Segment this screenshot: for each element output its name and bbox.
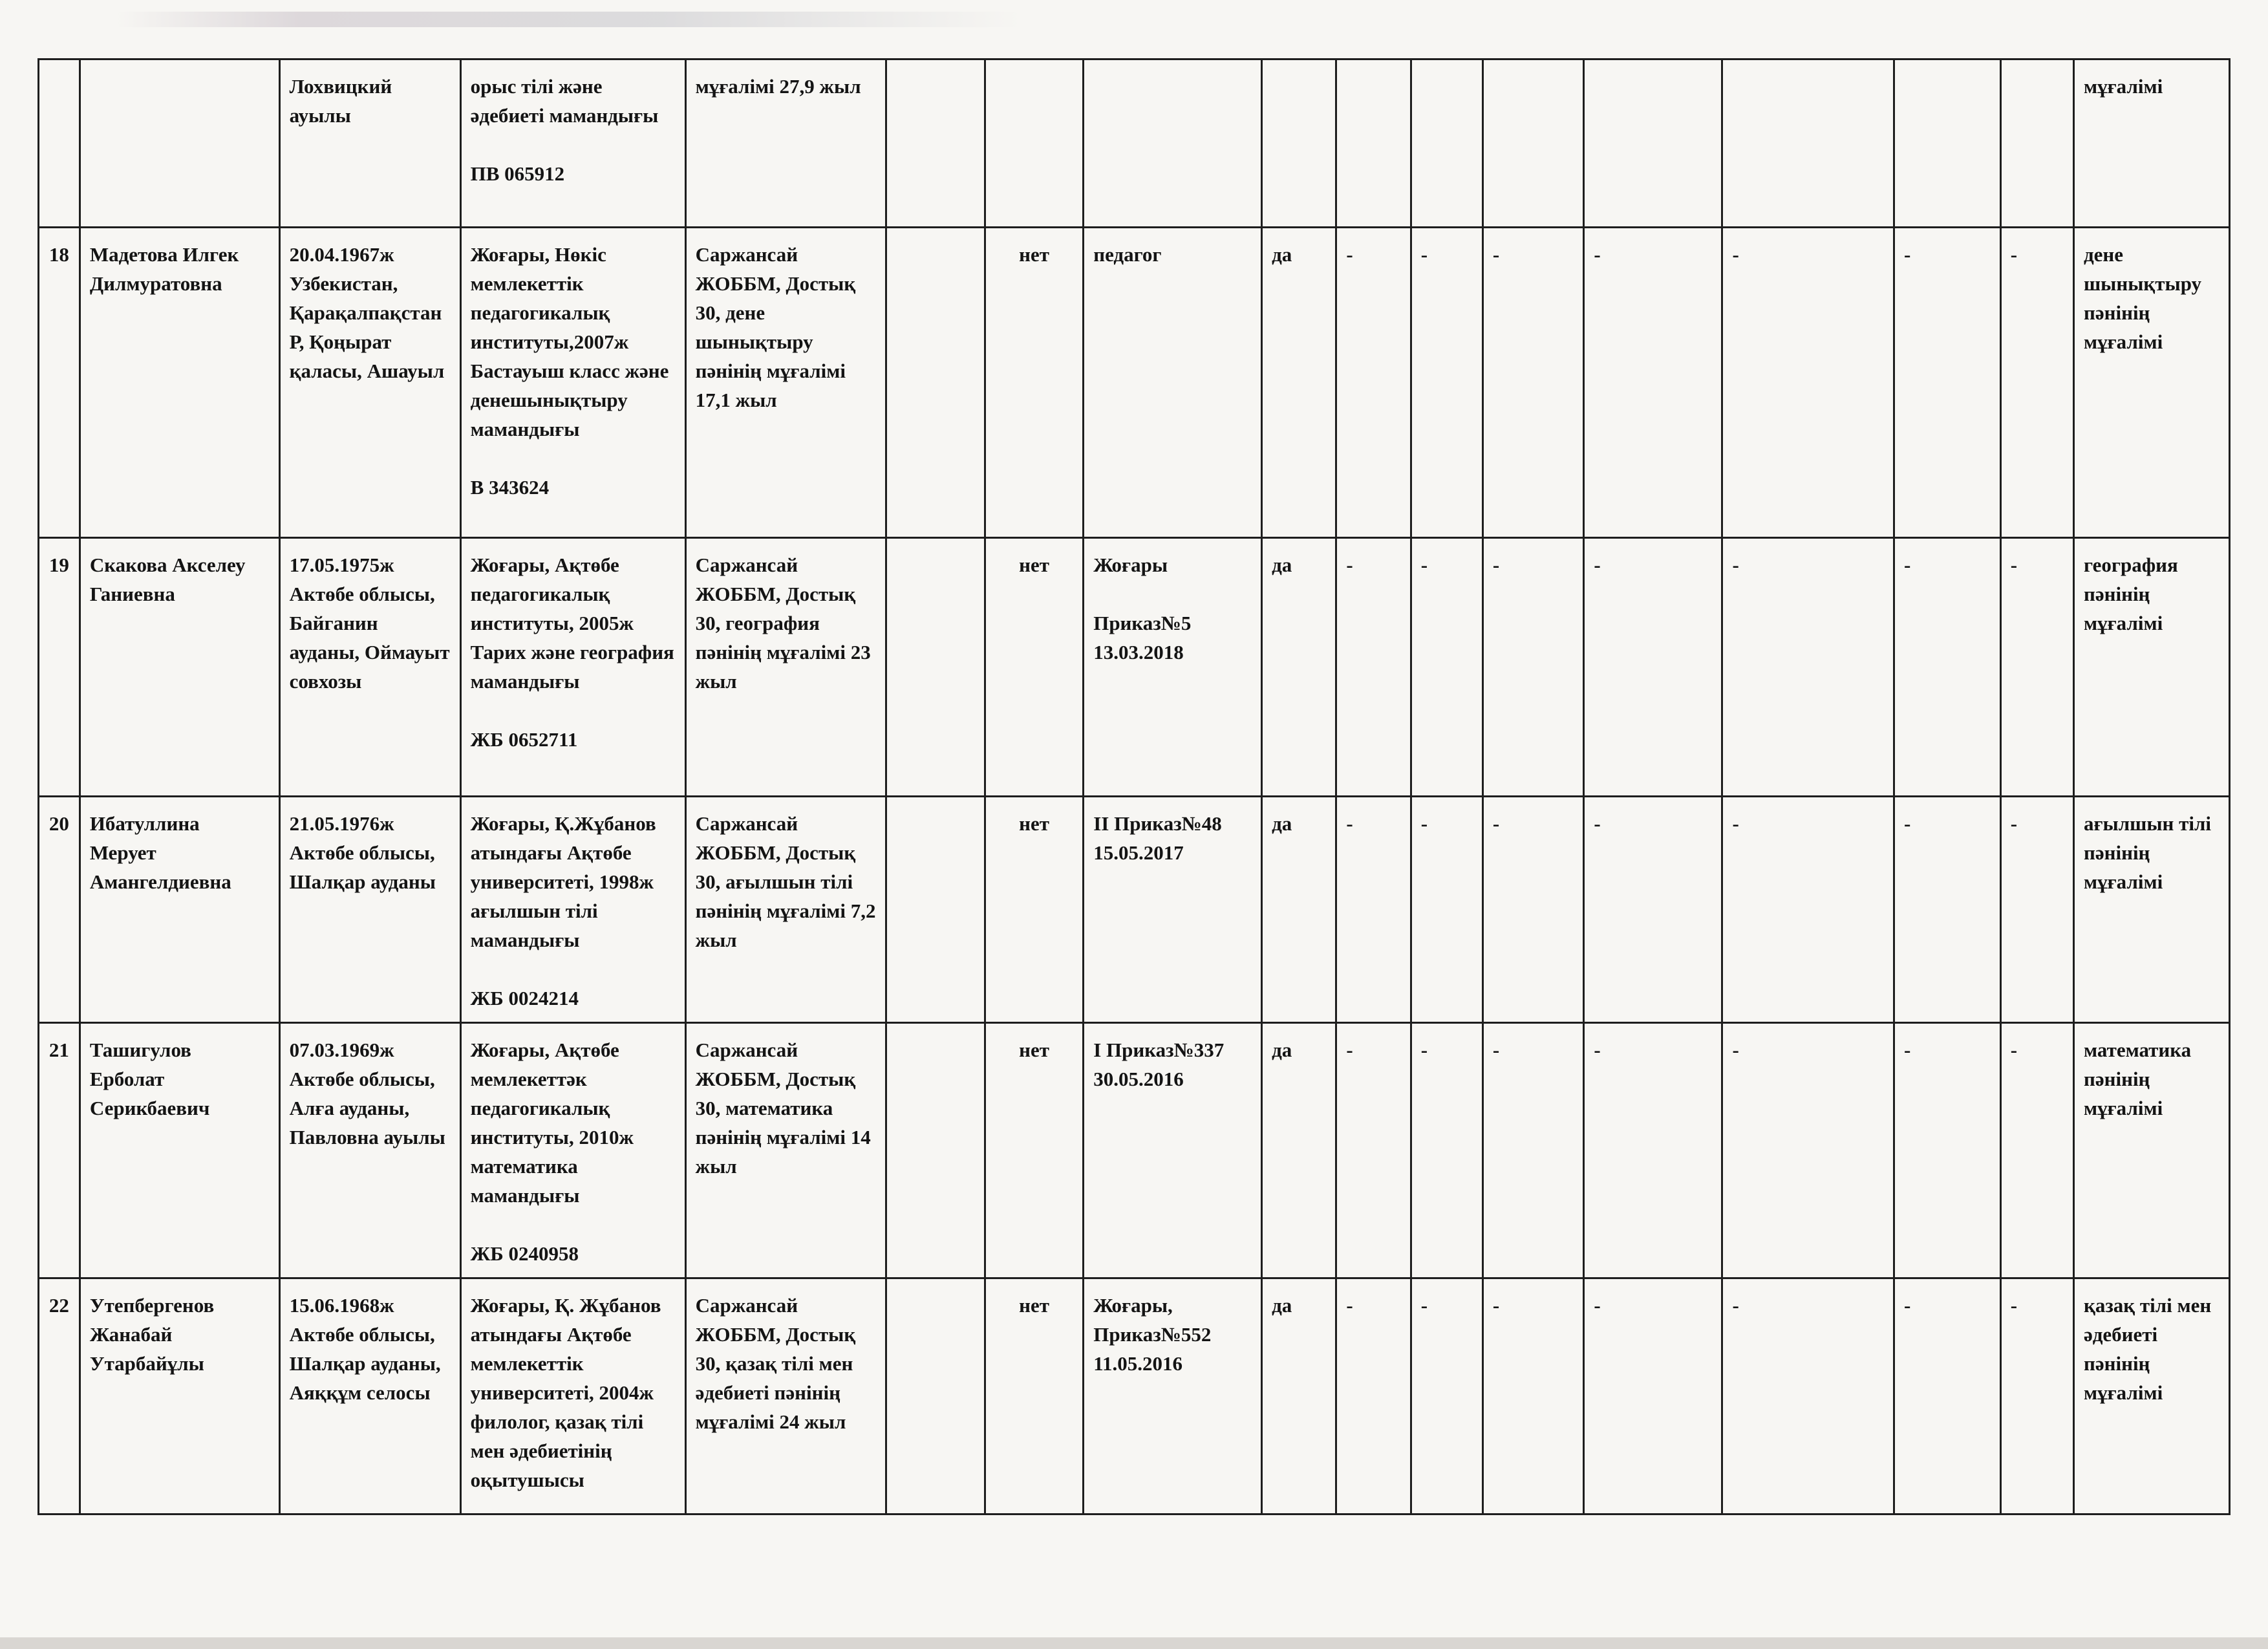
dash-cell: - (1336, 1278, 1411, 1514)
position: қазақ тілі мен әдебиеті пәнінің мұғалімі (2073, 1278, 2229, 1514)
dash-cell: - (1336, 538, 1411, 797)
status-cell (985, 59, 1083, 228)
order-text: Приказ№5 13.03.2018 (1093, 612, 1192, 663)
workplace-experience: Саржансай ЖОББМ, Достық 30, математика пәнінің мұғалімі 14 жыл (685, 1023, 886, 1278)
education-text: Жоғары, Қ.Жұбанов атындағы Ақтөбе университеті, 1998ж ағылшын тілі мамандығы (470, 812, 656, 951)
spacer (471, 1210, 676, 1239)
category-text: педагог (1093, 243, 1162, 266)
row-number: 19 (39, 538, 80, 797)
dash-cell: - (1894, 797, 2001, 1023)
birth-date-place: 21.05.1976ж Актөбе облысы, Шалқар ауданы (279, 797, 460, 1023)
full-name: Ибатуллина Мерует Амангелдиевна (80, 797, 279, 1023)
dash-cell: - (1336, 228, 1411, 538)
diploma-number: ЖБ 0652711 (470, 728, 578, 751)
education-text: Жоғары, Нөкіс мемлекеттік педагогикалық институты,2007ж Бастауыш класс және денешынықтыру мамандығы (470, 243, 669, 440)
spacer (471, 954, 676, 984)
birth-date-place: 20.04.1967ж Узбекистан, Қарақалпақстан Р, Қоңырат қаласы, Ашауыл (279, 228, 460, 538)
status-cell: нет (985, 538, 1083, 797)
education (460, 538, 685, 797)
category-text: I Приказ№337 30.05.2016 (1093, 1039, 1225, 1090)
row-number (39, 59, 80, 228)
spacer (471, 130, 676, 159)
position: мұғалімі (2073, 59, 2229, 228)
dash-cell (1722, 59, 1894, 228)
dash-cell: - (2000, 538, 2073, 797)
workplace-experience: Саржансай ЖОББМ, Достық 30, қазақ тілі мен әдебиеті пәнінің мұғалімі 24 жыл (685, 1278, 886, 1514)
yes-cell: да (1262, 1278, 1336, 1514)
education (460, 1278, 685, 1514)
dash-cell: - (1894, 228, 2001, 538)
dash-cell: - (1894, 1278, 2001, 1514)
table-row (39, 1278, 2230, 1514)
category-order (1084, 228, 1262, 538)
row-number: 22 (39, 1278, 80, 1514)
full-name: Ташигулов Ерболат Серикбаевич (80, 1023, 279, 1278)
education (460, 1023, 685, 1278)
birth-date-place: Лохвицкий ауылы (279, 59, 460, 228)
dash-cell (1336, 59, 1411, 228)
dash-cell: - (1722, 1278, 1894, 1514)
yes-cell: да (1262, 1023, 1336, 1278)
status-cell: нет (985, 1278, 1083, 1514)
dash-cell: - (1894, 1023, 2001, 1278)
dash-cell: - (1336, 1023, 1411, 1278)
empty-cell (886, 538, 985, 797)
dash-cell: - (2000, 228, 2073, 538)
dash-cell (1584, 59, 1722, 228)
empty-cell (886, 1278, 985, 1514)
dash-cell: - (1336, 797, 1411, 1023)
category-text: Жоғары (1093, 554, 1168, 576)
dash-cell (1894, 59, 2001, 228)
table-row (39, 538, 2230, 797)
scan-artifact-bottom (0, 1637, 2268, 1649)
dash-cell: - (1584, 538, 1722, 797)
scan-artifact-top (116, 12, 1022, 27)
yes-cell: да (1262, 538, 1336, 797)
full-name: Мадетова Илгек Дилмуратовна (80, 228, 279, 538)
staff-register-table (37, 58, 2231, 1515)
diploma-number: В 343624 (470, 476, 550, 499)
category-order (1084, 797, 1262, 1023)
spacer (471, 696, 676, 725)
diploma-number: ПВ 065912 (470, 162, 565, 185)
yes-cell: да (1262, 797, 1336, 1023)
dash-cell: - (1584, 1023, 1722, 1278)
dash-cell (1482, 59, 1583, 228)
education (460, 797, 685, 1023)
table-row (39, 797, 2230, 1023)
category-order (1084, 59, 1262, 228)
position: география пәнінің мұғалімі (2073, 538, 2229, 797)
birth-date-place: 15.06.1968ж Актөбе облысы, Шалқар ауданы, Аяққұм селосы (279, 1278, 460, 1514)
dash-cell: - (1411, 538, 1482, 797)
education-text: Жоғары, Ақтөбе мемлекеттәк педагогикалық институты, 2010ж математика мамандығы (470, 1039, 634, 1207)
category-order (1084, 1023, 1262, 1278)
birth-date-place: 07.03.1969ж Актөбе облысы, Алға ауданы, Павловна ауылы (279, 1023, 460, 1278)
empty-cell (886, 797, 985, 1023)
dash-cell: - (2000, 1278, 2073, 1514)
education (460, 59, 685, 228)
birth-date-place: 17.05.1975ж Актөбе облысы, Байганин ауданы, Оймауыт совхозы (279, 538, 460, 797)
workplace-experience: мұғалімі 27,9 жыл (685, 59, 886, 228)
full-name: Утепбергенов Жанабай Утарбайұлы (80, 1278, 279, 1514)
dash-cell: - (1411, 228, 1482, 538)
workplace-experience: Саржансай ЖОББМ, Достық 30, дене шынықтыру пәнінің мұғалімі 17,1 жыл (685, 228, 886, 538)
yes-cell: да (1262, 228, 1336, 538)
category-order (1084, 1278, 1262, 1514)
dash-cell: - (2000, 797, 2073, 1023)
empty-cell (886, 228, 985, 538)
diploma-number: ЖБ 0024214 (470, 987, 579, 1009)
dash-cell: - (1584, 797, 1722, 1023)
dash-cell: - (1411, 1023, 1482, 1278)
status-cell: нет (985, 1023, 1083, 1278)
position: дене шынықтыру пәнінің мұғалімі (2073, 228, 2229, 538)
dash-cell: - (1722, 228, 1894, 538)
row-number: 18 (39, 228, 80, 538)
dash-cell: - (1584, 228, 1722, 538)
dash-cell: - (1482, 228, 1583, 538)
dash-cell: - (1722, 797, 1894, 1023)
dash-cell: - (2000, 1023, 2073, 1278)
empty-cell (886, 59, 985, 228)
dash-cell: - (1894, 538, 2001, 797)
row-number: 21 (39, 1023, 80, 1278)
position: ағылшын тілі пәнінің мұғалімі (2073, 797, 2229, 1023)
dash-cell: - (1482, 1278, 1583, 1514)
spacer (471, 444, 676, 473)
dash-cell: - (1482, 1023, 1583, 1278)
diploma-number: ЖБ 0240958 (470, 1242, 579, 1265)
row-number: 20 (39, 797, 80, 1023)
category-text: Жоғары, Приказ№552 11.05.2016 (1093, 1294, 1212, 1375)
table-row (39, 1023, 2230, 1278)
empty-cell (886, 1023, 985, 1278)
dash-cell: - (1584, 1278, 1722, 1514)
dash-cell: - (1411, 1278, 1482, 1514)
education-text: Жоғары, Ақтөбе педагогикалық институты, 2005ж Тарих және география мамандығы (470, 554, 674, 693)
dash-cell: - (1722, 538, 1894, 797)
dash-cell: - (1482, 538, 1583, 797)
workplace-experience: Саржансай ЖОББМ, Достық 30, география пәнінің мұғалімі 23 жыл (685, 538, 886, 797)
category-order (1084, 538, 1262, 797)
full-name (80, 59, 279, 228)
status-cell: нет (985, 228, 1083, 538)
spacer (1093, 579, 1252, 609)
dash-cell (1411, 59, 1482, 228)
education-text: Жоғары, Қ. Жұбанов атындағы Ақтөбе мемлекеттік университеті, 2004ж филолог, қазақ тілі мен әдебиетінің оқытушысы (470, 1294, 661, 1491)
education-text: орыс тілі және әдебиеті мамандығы (470, 75, 659, 127)
dash-cell: - (1482, 797, 1583, 1023)
workplace-experience: Саржансай ЖОББМ, Достық 30, ағылшын тілі пәнінің мұғалімі 7,2 жыл (685, 797, 886, 1023)
position: математика пәнінің мұғалімі (2073, 1023, 2229, 1278)
education (460, 228, 685, 538)
status-cell: нет (985, 797, 1083, 1023)
full-name: Скакова Акселеу Ганиевна (80, 538, 279, 797)
table-row (39, 59, 2230, 228)
dash-cell: - (1411, 797, 1482, 1023)
category-text: II Приказ№48 15.05.2017 (1093, 812, 1222, 864)
table-row (39, 228, 2230, 538)
dash-cell (2000, 59, 2073, 228)
yes-cell (1262, 59, 1336, 228)
dash-cell: - (1722, 1023, 1894, 1278)
